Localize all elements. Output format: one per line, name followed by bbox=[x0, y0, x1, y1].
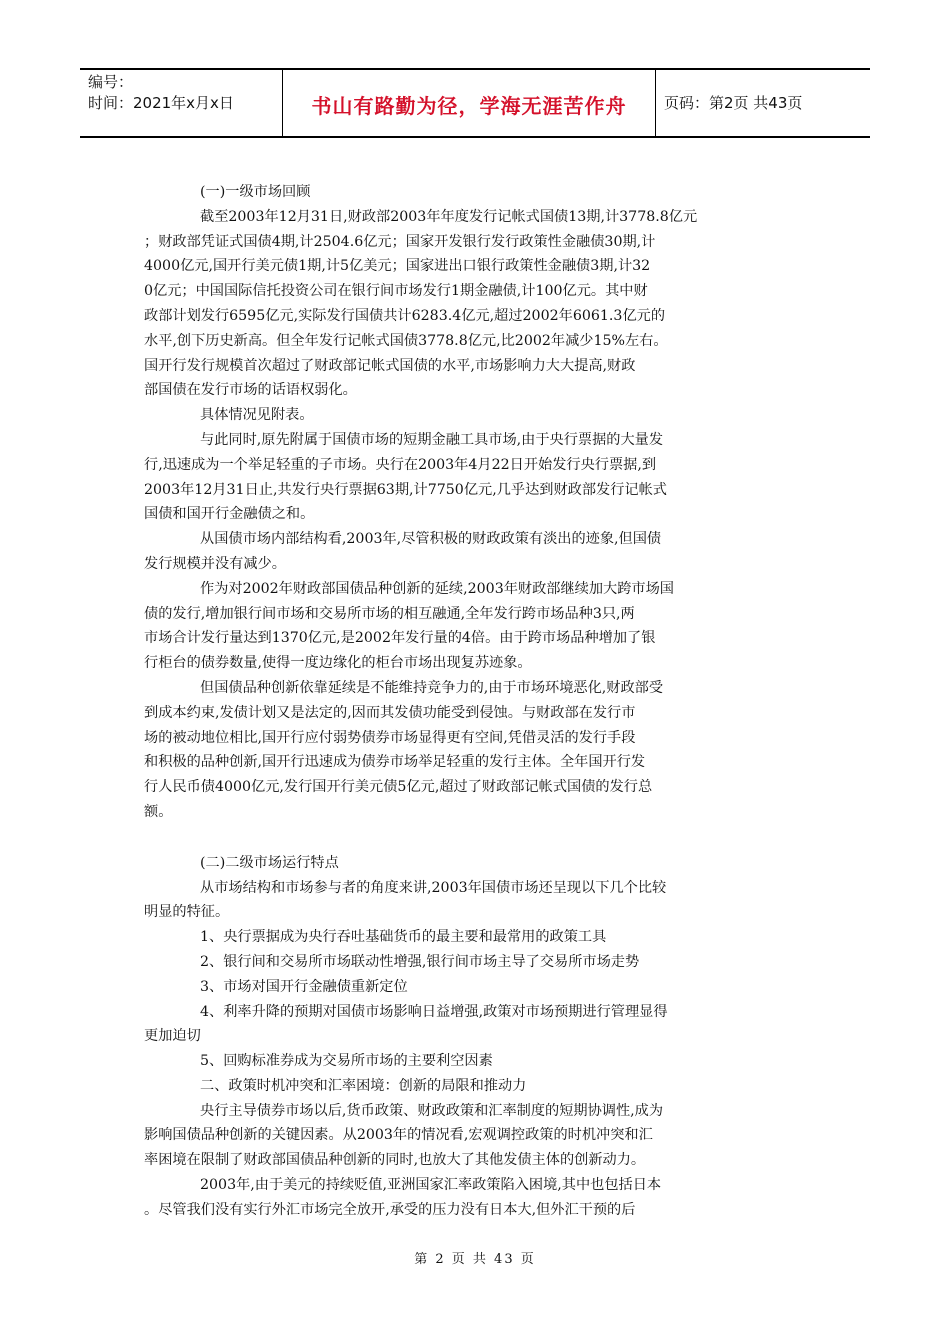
text-line: 0亿元；中国国际信托投资公司在银行间市场发行1期金融债,计100亿元。其中财 bbox=[144, 283, 648, 300]
paragraph bbox=[144, 851, 804, 876]
text-line: 从市场结构和市场参与者的角度来讲,2003年国债市场还呈现以下几个比较 bbox=[200, 879, 667, 896]
text-line: 水平,创下历史新高。但全年发行记帐式国债3778.8亿元,比2002年减少15%左右。 bbox=[144, 332, 668, 349]
text-line: 发行规模并没有减少。 bbox=[144, 555, 286, 572]
paragraph bbox=[144, 1173, 804, 1223]
text-line: 从国债市场内部结构看,2003年,尽管积极的财政政策有淡出的迹象,但国债 bbox=[200, 531, 662, 548]
text-line: 1、央行票据成为央行吞吐基础货币的最主要和最常用的政策工具 bbox=[200, 929, 607, 946]
text-line: 市场合计发行量达到1370亿元,是2002年发行量的4倍。由于跨市场品种增加了银 bbox=[144, 630, 656, 647]
paragraph bbox=[144, 180, 804, 205]
header-page-info: 页码：第2页 共43页 bbox=[664, 94, 803, 112]
text-line: 4000亿元,国开行美元债1期,计5亿美元；国家进出口银行政策性金融债3期,计32 bbox=[144, 258, 651, 275]
text-line: 5、回购标准券成为交易所市场的主要利空因素 bbox=[200, 1053, 493, 1070]
text-line: 4、利率升降的预期对国债市场影响日益增强,政策对市场预期进行管理显得 bbox=[200, 1003, 668, 1020]
text-line: 二、政策时机冲突和汇率困境：创新的局限和推动力 bbox=[200, 1077, 527, 1094]
text-line: 场的被动地位相比,国开行应付弱势债券市场显得更有空间,凭借灵活的发行手段 bbox=[144, 729, 636, 746]
paragraph bbox=[144, 1049, 804, 1074]
paragraph bbox=[144, 876, 804, 926]
paragraph bbox=[144, 1000, 804, 1050]
date-label: 时间：2021年x月x日 bbox=[88, 94, 234, 112]
paragraph bbox=[144, 527, 804, 577]
text-line: 行人民币债4000亿元,发行国开行美元债5亿元,超过了财政部记帐式国债的发行总 bbox=[144, 779, 653, 796]
document-body bbox=[144, 180, 804, 1223]
paragraph bbox=[144, 428, 804, 527]
text-line: 部国债在发行市场的话语权弱化。 bbox=[144, 382, 357, 399]
text-line: 额。 bbox=[144, 803, 173, 820]
text-line: 影响国债品种创新的关键因素。从2003年的情况看,宏观调控政策的时机冲突和汇 bbox=[144, 1127, 653, 1144]
text-line: 2、银行间和交易所市场联动性增强,银行间市场主导了交易所市场走势 bbox=[200, 953, 640, 970]
text-line: 和积极的品种创新,国开行迅速成为债券市场举足轻重的发行主体。全年国开行发 bbox=[144, 754, 646, 771]
text-line: 3、市场对国开行金融债重新定位 bbox=[200, 978, 408, 995]
paragraph bbox=[144, 950, 804, 975]
header-motto: 书山有路勤为径，学海无涯苦作舟 bbox=[311, 94, 627, 118]
page-header bbox=[80, 68, 870, 138]
text-line: 政部计划发行6595亿元,实际发行国债共计6283.4亿元,超过2002年6061.3亿元的 bbox=[144, 307, 666, 324]
text-line: 债的发行,增加银行间市场和交易所市场的相互融通,全年发行跨市场品种3只,两 bbox=[144, 605, 635, 622]
paragraph bbox=[144, 1099, 804, 1173]
section-gap bbox=[144, 825, 804, 851]
text-line: 更加迫切 bbox=[144, 1028, 201, 1045]
paragraph bbox=[144, 975, 804, 1000]
text-line: 行柜台的债券数量,使得一度边缘化的柜台市场出现复苏迹象。 bbox=[144, 655, 532, 672]
text-line: 到成本约束,发债计划又是法定的,因而其发债功能受到侵蚀。与财政部在发行市 bbox=[144, 704, 636, 721]
text-line: 国债和国开行金融债之和。 bbox=[144, 506, 315, 523]
text-line: 行,迅速成为一个举足轻重的子市场。央行在2003年4月22日开始发行央行票据,到 bbox=[144, 456, 657, 473]
text-line: 2003年,由于美元的持续贬值,亚洲国家汇率政策陷入困境,其中也包括日本 bbox=[200, 1177, 662, 1194]
header-divider bbox=[655, 70, 656, 136]
paragraph bbox=[144, 205, 804, 403]
serial-number-label: 编号： bbox=[88, 73, 134, 91]
text-line: 作为对2002年财政部国债品种创新的延续,2003年财政部继续加大跨市场国 bbox=[200, 580, 674, 597]
text-line: 明显的特征。 bbox=[144, 904, 230, 921]
paragraph bbox=[144, 925, 804, 950]
paragraph bbox=[144, 577, 804, 676]
page-footer: 第 2 页 共 43 页 bbox=[414, 1252, 536, 1267]
paragraph bbox=[144, 676, 804, 825]
text-line: 与此同时,原先附属于国债市场的短期金融工具市场,由于央行票据的大量发 bbox=[200, 431, 664, 448]
text-line: 但国债品种创新依靠延续是不能维持竞争力的,由于市场环境恶化,财政部受 bbox=[200, 679, 664, 696]
text-line: 国开行发行规模首次超过了财政部记帐式国债的水平,市场影响力大大提高,财政 bbox=[144, 357, 636, 374]
header-meta bbox=[88, 72, 284, 114]
text-line: 2003年12月31日止,共发行央行票据63期,计7750亿元,几乎达到财政部发行记帐式 bbox=[144, 481, 667, 498]
paragraph bbox=[144, 403, 804, 428]
text-line: ；财政部凭证式国债4期,计2504.6亿元；国家开发银行发行政策性金融债30期,计 bbox=[144, 233, 656, 250]
text-line: 率困境在限制了财政部国债品种创新的同时,也放大了其他发债主体的创新动力。 bbox=[144, 1152, 646, 1169]
text-line: 截至2003年12月31日,财政部2003年年度发行记帐式国债13期,计3778.8亿元 bbox=[200, 208, 698, 225]
text-line: (二)二级市场运行特点 bbox=[200, 854, 339, 871]
text-line: 具体情况见附表。 bbox=[200, 407, 314, 424]
paragraph bbox=[144, 1074, 804, 1099]
text-line: 。尽管我们没有实行外汇市场完全放开,承受的压力没有日本大,但外汇干预的后 bbox=[144, 1201, 636, 1218]
text-line: 央行主导债券市场以后,货币政策、财政政策和汇率制度的短期协调性,成为 bbox=[200, 1102, 664, 1119]
text-line: (一)一级市场回顾 bbox=[200, 184, 311, 200]
